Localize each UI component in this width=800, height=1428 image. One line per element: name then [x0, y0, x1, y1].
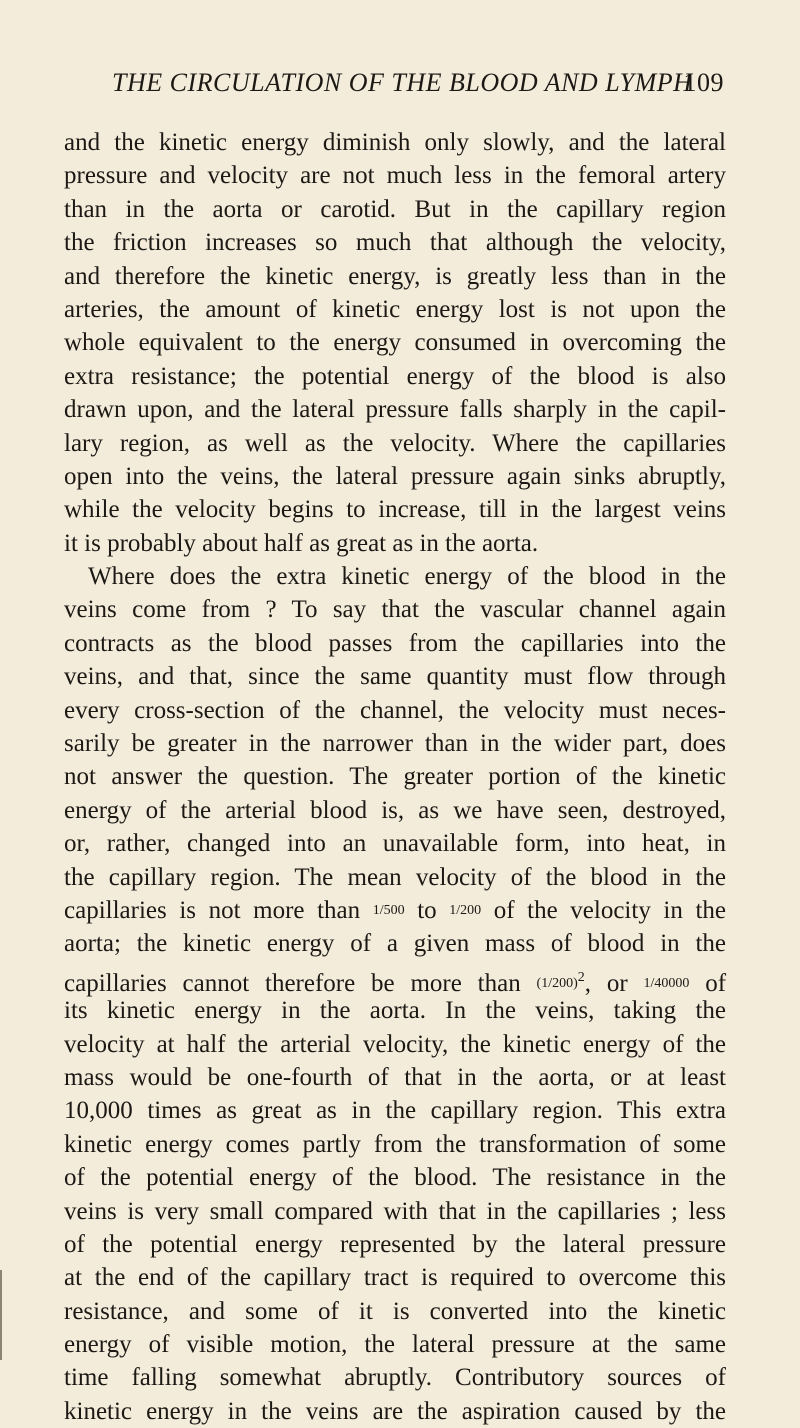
fraction: 1/500 — [372, 902, 405, 918]
text-line: the friction increases so much that although the velocity, — [64, 229, 726, 257]
paragraph-end-line: it is probably about half as great as in the aorta. — [64, 529, 539, 557]
text-line: of the potential energy of the blood. The resistance in the — [64, 1164, 726, 1192]
text-line: arteries, the amount of kinetic energy lost is not upon the — [64, 295, 726, 323]
text-line: the capillary region. The mean velocity of the blood in the — [64, 863, 726, 891]
running-head — [112, 68, 724, 108]
text-line: not answer the question. The greater portion of the kinetic — [64, 763, 726, 791]
text-segment: capillaries cannot therefore be more than — [64, 969, 521, 997]
fraction: (1/200) — [536, 975, 578, 991]
formula — [537, 970, 628, 997]
text-line-with-formula — [64, 961, 727, 997]
text-line: veins, and that, since the same quantity must flow through — [64, 663, 726, 691]
text-line: and therefore the kinetic energy, is greatly less than in the — [64, 262, 726, 290]
text-line: velocity at half the arterial velocity, the kinetic energy of the — [64, 1030, 726, 1058]
fraction: 1/40000 — [643, 975, 690, 991]
text-line: and the kinetic energy diminish only slowly, and the lateral — [64, 129, 726, 156]
text-line: of the potential energy represented by the lateral pressure — [64, 1230, 726, 1258]
text-line: lary region, as well as the velocity. Where the capillaries — [64, 429, 726, 457]
text-line: pressure and velocity are not much less in the femoral artery — [64, 162, 726, 190]
text-line: time falling somewhat abruptly. Contributory sources of — [64, 1364, 726, 1392]
page-edge-shadow — [0, 1270, 2, 1360]
running-title: THE CIRCULATION OF THE BLOOD AND LYMPH — [112, 68, 693, 97]
text-line: drawn upon, and the lateral pressure falls sharply in the capil- — [64, 396, 726, 424]
text-line: sarily be greater in the narrower than in the wider part, does — [64, 730, 726, 758]
exponent: 2 — [577, 969, 585, 985]
text-line: or, rather, changed into an unavailable form, into heat, in — [64, 830, 726, 858]
text-line: than in the aorta or carotid. But in the capillary region — [64, 195, 726, 223]
page-number: 109 — [683, 68, 724, 97]
text-line: resistance, and some of it is converted into the kinetic — [64, 1297, 726, 1325]
text-segment: of — [705, 969, 727, 997]
text-line-with-fractions — [64, 894, 726, 927]
paragraph-start-line: Where does the extra kinetic energy of the blood in the — [88, 563, 726, 591]
text-line: kinetic energy in the veins are the aspiration caused by the — [64, 1397, 726, 1425]
text-line: extra resistance; the potential energy of the blood is also — [64, 362, 726, 390]
text-line: while the velocity begins to increase, till in the largest veins — [64, 496, 726, 524]
text-line: kinetic energy comes partly from the transformation of some — [64, 1130, 726, 1158]
fraction: 1/200 — [449, 902, 482, 918]
text-line: contracts as the blood passes from the capillaries into the — [64, 629, 726, 657]
text-line: veins come from ? To say that the vascular channel again — [64, 596, 726, 624]
text-line: whole equivalent to the energy consumed in overcoming the — [64, 329, 726, 357]
text-segment: capillaries is not more than — [64, 896, 361, 924]
text-line: energy of the arterial blood is, as we have seen, destroyed, — [64, 796, 726, 824]
text-segment: of the velocity in the — [493, 896, 726, 924]
text-line: mass would be one-fourth of that in the aorta, or at least — [64, 1063, 726, 1091]
text-line: its kinetic energy in the aorta. In the veins, taking the — [64, 997, 726, 1025]
text-line: open into the veins, the lateral pressure again sinks abruptly, — [64, 462, 726, 490]
text-line: energy of visible motion, the lateral pressure at the same — [64, 1331, 726, 1359]
text-line: 10,000 times as great as in the capillary region. This extra — [64, 1097, 726, 1125]
body-text — [64, 126, 726, 1428]
text-line: aorta; the kinetic energy of a given mass of blood in the — [64, 930, 726, 958]
text-line: at the end of the capillary tract is required to overcome this — [64, 1264, 726, 1292]
text-line: every cross-section of the channel, the velocity must neces- — [64, 696, 726, 724]
text-line: veins is very small compared with that in the capillaries ; less — [64, 1197, 726, 1225]
text-segment: , or — [584, 969, 628, 997]
text-segment: to — [417, 896, 437, 924]
